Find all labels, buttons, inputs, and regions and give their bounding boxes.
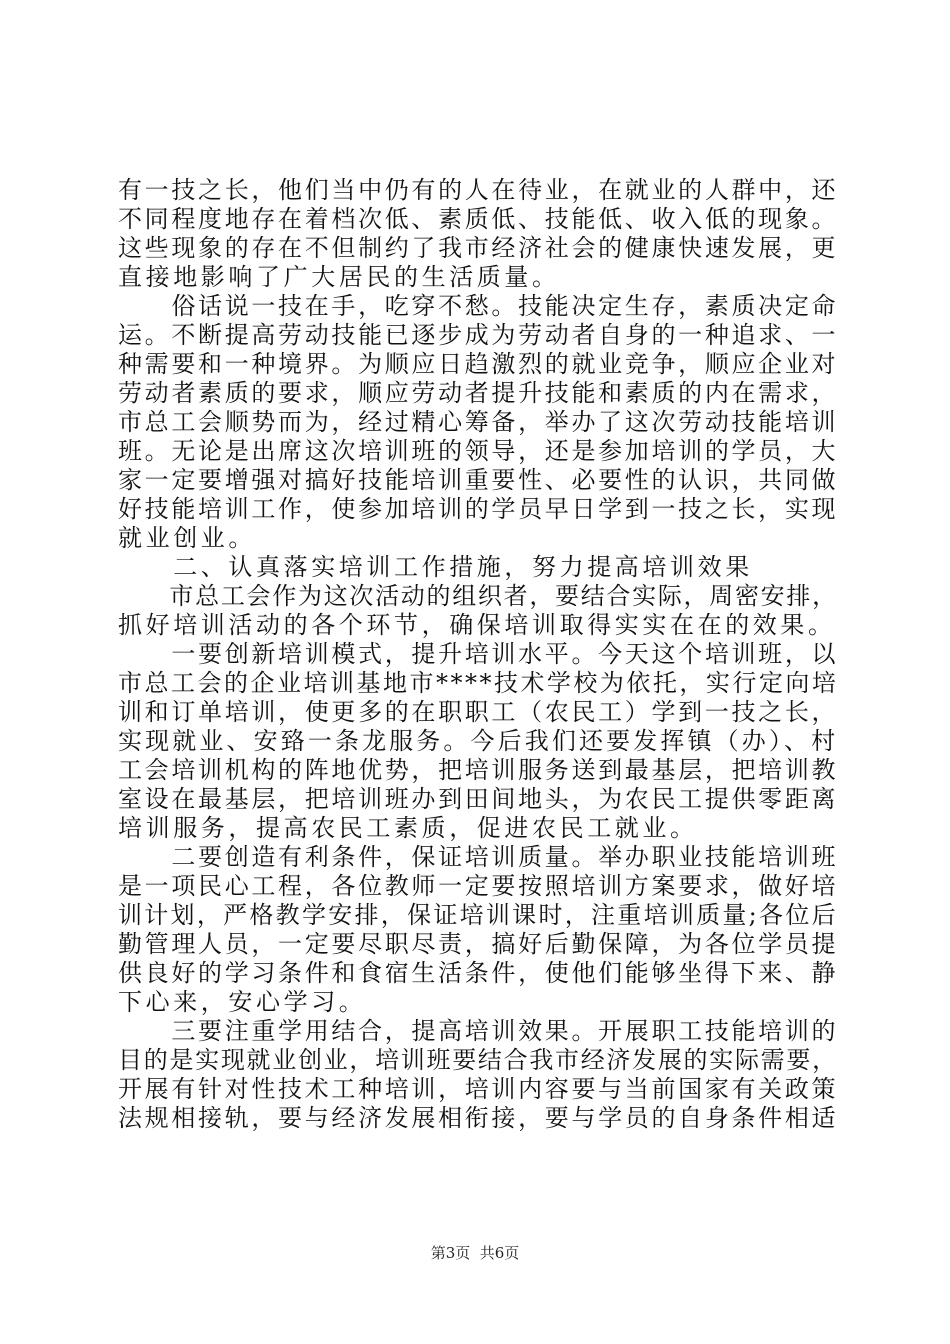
document-body bbox=[118, 176, 838, 1133]
text-line: 不同程度地存在着档次低、素质低、技能低、收入低的现象。 bbox=[118, 205, 839, 233]
text-line: 目的是实现就业创业，培训班要结合我市经济发展的实际需要， bbox=[118, 1046, 838, 1074]
text-line: 二、认真落实培训工作措施，努力提高培训效果 bbox=[118, 553, 753, 581]
text-line: 运。不断提高劳动技能已逐步成为劳动者自身的一种追求、一 bbox=[118, 321, 839, 349]
text-line: 种需要和一种境界。为顺应日趋激烈的就业竞争，顺应企业对 bbox=[118, 350, 839, 378]
text-line: 是一项民心工程，各位教师一定要按照培训方案要求，做好培 bbox=[118, 872, 839, 900]
text-line: 俗话说一技在手，吃穿不愁。技能决定生存，素质决定命 bbox=[118, 292, 839, 320]
text-line: 三要注重学用结合，提高培训效果。开展职工技能培训的 bbox=[118, 1017, 839, 1045]
text-line: 勤管理人员，一定要尽职尽责，搞好后勤保障，为各位学员提 bbox=[118, 930, 839, 958]
text-line: 劳动者素质的要求，顺应劳动者提升技能和素质的内在需求， bbox=[118, 379, 839, 407]
page-number-label: 第3页 共6页 bbox=[430, 1244, 520, 1262]
text-line: 市总工会的企业培训基地市****技术学校为依托，实行定向培 bbox=[118, 669, 839, 697]
text-line: 室设在最基层，把培训班办到田间地头，为农民工提供零距离 bbox=[118, 785, 839, 813]
text-line: 市总工会作为这次活动的组织者，要结合实际，周密安排， bbox=[118, 582, 838, 610]
text-line: 好技能培训工作，使参加培训的学员早日学到一技之长，实现 bbox=[118, 495, 839, 523]
text-line: 供良好的学习条件和食宿生活条件，使他们能够坐得下来、静 bbox=[118, 959, 839, 987]
text-line: 训和订单培训，使更多的在职职工（农民工）学到一技之长， bbox=[118, 698, 839, 726]
text-line: 家一定要增强对搞好技能培训重要性、必要性的认识，共同做 bbox=[118, 466, 839, 494]
text-line: 就业创业。 bbox=[118, 524, 256, 552]
text-line: 下心来，安心学习。 bbox=[118, 988, 367, 1016]
text-line: 开展有针对性技术工种培训，培训内容要与当前国家有关政策 bbox=[118, 1075, 839, 1103]
text-line: 实现就业、安臵一条龙服务。今后我们还要发挥镇（办）、村 bbox=[118, 727, 839, 755]
text-line: 抓好培训活动的各个环节，确保培训取得实实在在的效果。 bbox=[118, 611, 836, 639]
text-line: 培训服务，提高农民工素质，促进农民工就业。 bbox=[118, 814, 698, 842]
text-line: 训计划，严格教学安排，保证培训课时，注重培训质量;各位后 bbox=[118, 901, 838, 929]
text-line: 二要创造有利条件，保证培训质量。举办职业技能培训班 bbox=[118, 843, 839, 871]
text-line: 直接地影响了广大居民的生活质量。 bbox=[118, 263, 560, 291]
text-line: 法规相接轨，要与经济发展相衔接，要与学员的自身条件相适 bbox=[118, 1104, 839, 1132]
text-line: 这些现象的存在不但制约了我市经济社会的健康快速发展，更 bbox=[118, 234, 839, 262]
text-line: 工会培训机构的阵地优势，把培训服务送到最基层，把培训教 bbox=[118, 756, 839, 784]
text-line: 班。无论是出席这次培训班的领导，还是参加培训的学员，大 bbox=[118, 437, 839, 465]
text-line: 有一技之长，他们当中仍有的人在待业，在就业的人群中，还 bbox=[118, 176, 839, 204]
text-line: 市总工会顺势而为，经过精心筹备，举办了这次劳动技能培训 bbox=[118, 408, 839, 436]
page-footer bbox=[0, 1243, 950, 1263]
text-line: 一要创新培训模式，提升培训水平。今天这个培训班，以 bbox=[118, 640, 839, 668]
